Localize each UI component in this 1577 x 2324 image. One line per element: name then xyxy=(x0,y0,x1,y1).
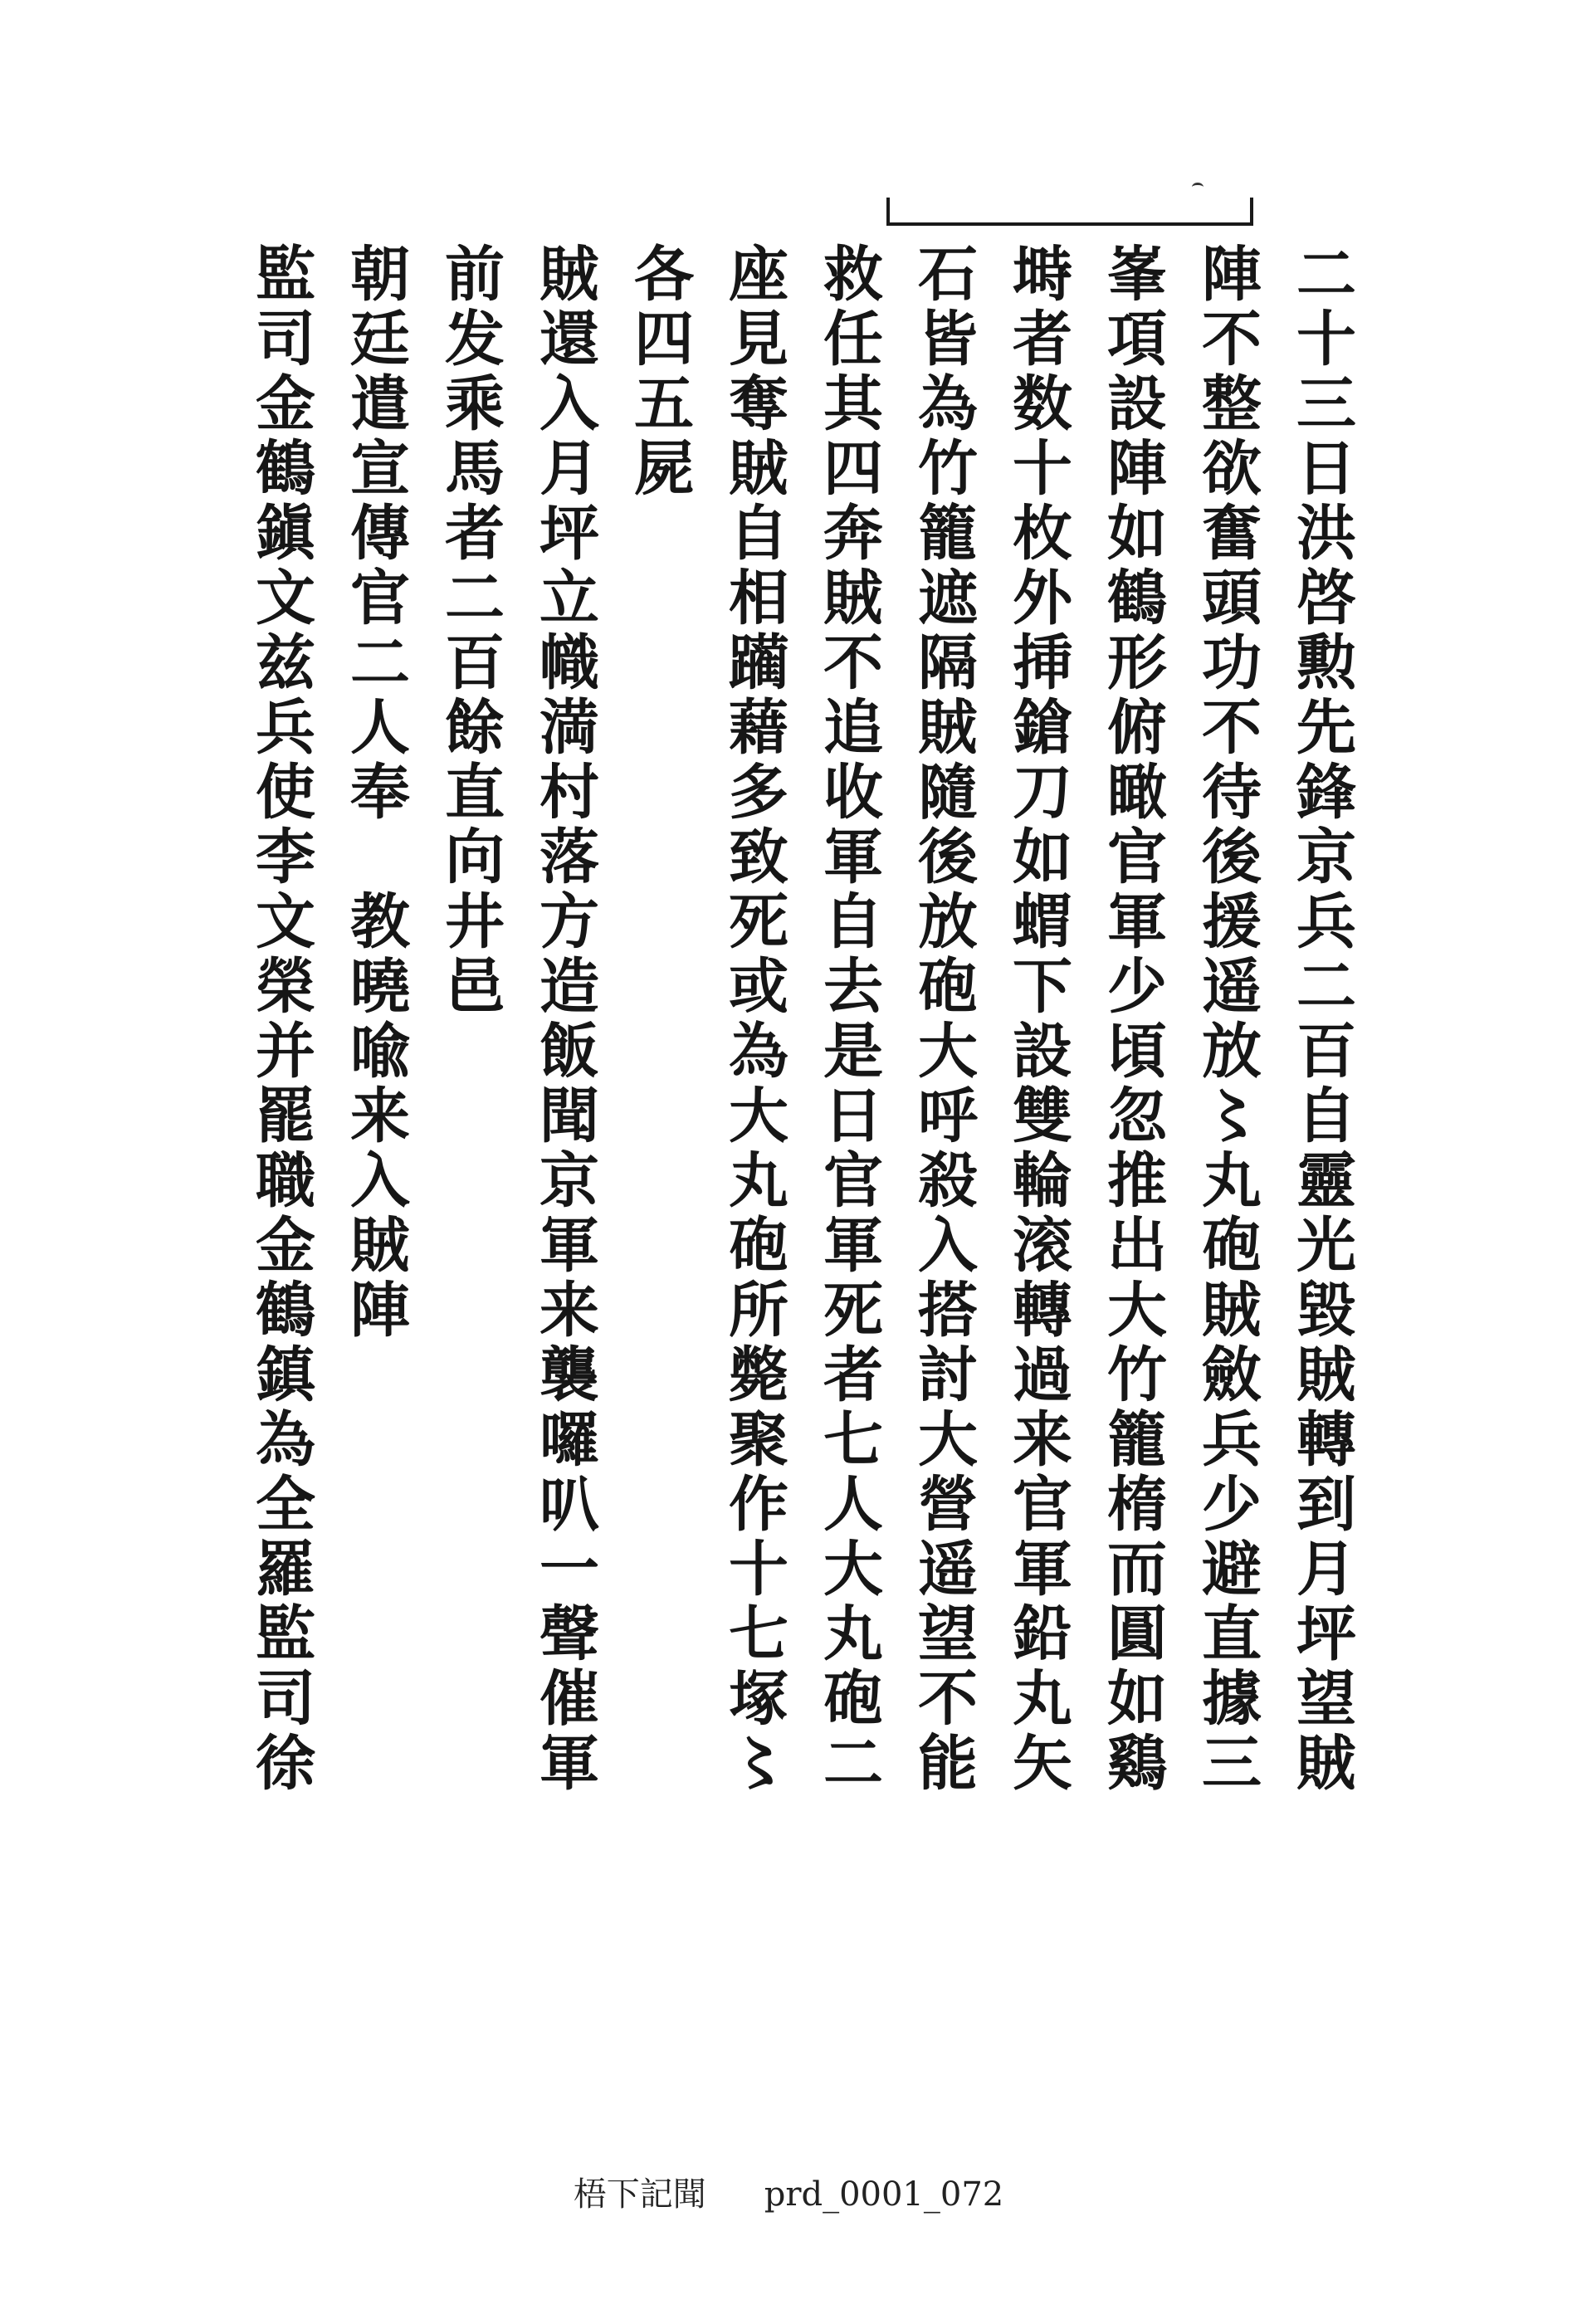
vertical-text-block xyxy=(246,242,1361,1861)
text-column-3: 峯項設陣如鶴形俯瞰官軍少頃忽推出大竹籠楕而圓如鷄 xyxy=(1097,242,1168,1796)
page-id: prd_0001_072 xyxy=(764,2175,1004,2214)
book-title: 梧下記聞 xyxy=(573,2175,706,2214)
text-column-5: 石皆為竹籠遮隔賊隨後放砲大呼殺入搭討大營遥望不能 xyxy=(908,242,979,1796)
ink-mark xyxy=(1192,183,1204,192)
text-column-10: 前发乘馬者二百餘直向井邑 xyxy=(435,242,505,1019)
column-frame-bracket xyxy=(886,198,1253,226)
text-column-4: 塒者数十枚外挿鎗刀如蝟下設雙輪滚轉過来官軍鉛丸矢 xyxy=(1003,242,1073,1796)
text-column-11: 朝廷遣宣傳官二人奉 教曉喩来入賊陣 xyxy=(340,242,411,1343)
page-footer xyxy=(0,2168,1577,2215)
text-column-1: 二十三日洪啓勲先鋒京兵二百自靈光毀賊轉到月坪望賊 xyxy=(1286,242,1357,1796)
text-column-2: 陣不整欲奮頭功不待後援遥放〻丸砲賊斂兵少避直據三 xyxy=(1192,242,1262,1796)
text-column-9: 賊還入月坪立幟満村落方造飯聞京軍来襲囉叭一聲催軍 xyxy=(530,242,600,1796)
text-column-12: 監司金鶴鎭文兹兵使李文榮并罷職金鶴鎮為全羅監司徐 xyxy=(246,242,316,1796)
text-column-8: 各四五屍 xyxy=(624,242,695,501)
text-column-7: 座見奪賊自相躏藉多致死或為大丸砲所斃聚作十七塚〻 xyxy=(719,242,789,1796)
text-column-6: 救任其四奔賊不追收軍自去是日官軍死者七人大丸砲二 xyxy=(813,242,884,1796)
